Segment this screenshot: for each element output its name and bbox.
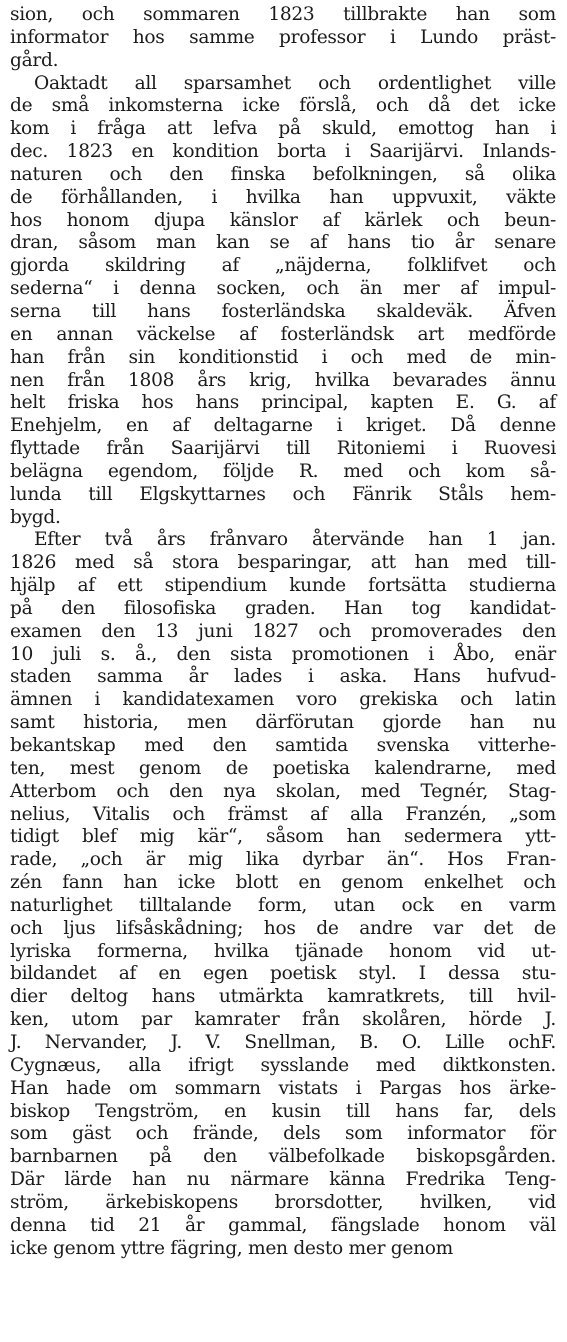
text-line: ämnen i kandidatexamen voro grekiska och latin (10, 689, 556, 711)
text-line: flyttade från Saarijärvi till Ritoniemi i Ruovesi (10, 438, 556, 460)
text-line: dier deltog hans utmärkta kamratkrets, till hvil- (10, 986, 556, 1008)
text-line: de förhållanden, i hvilka han uppvuxit, väkte (10, 186, 556, 208)
text-line: en annan väckelse af fosterländsk art medförde (10, 323, 556, 345)
text-line: nen från 1808 års krig, hvilka bevarades ännu (10, 369, 556, 391)
text-line: tidigt blef mig kär“, såsom han sedermera ytt- (10, 826, 556, 848)
text-line: bygd. (10, 506, 61, 528)
document-page (10, 4, 556, 1260)
text-line: J. Nervander, J. V. Snellman, B. O. Lille ochF. (10, 1031, 556, 1053)
text-line: naturen och den finska befolkningen, så olika (10, 163, 556, 185)
text-line: sion, och sommaren 1823 tillbrakte han som (10, 4, 556, 25)
text-line: lunda till Elgskyttarnes och Fänrik Ståls hem- (10, 483, 556, 505)
text-line: Enehjelm, en af deltagarne i kriget. Då denne (10, 415, 556, 437)
text-line: barnbarnen på den välbefolkade biskopsgården. (10, 1146, 556, 1168)
text-line: sederna“ i denna socken, och än mer af impul- (10, 278, 556, 300)
text-line: examen den 13 juni 1827 och promoverades den (10, 620, 556, 642)
text-line: serna till hans fosterländska skaldeväk. Äfven (10, 300, 556, 322)
text-line: dran, såsom man kan se af hans tio år senare (10, 232, 556, 254)
text-line: lyriska formerna, hvilka tjänade honom vid ut- (10, 940, 556, 962)
paragraph (10, 4, 556, 73)
text-line: ken, utom par kamrater från skolåren, hörde J. (10, 1009, 556, 1031)
text-line: de små inkomsterna icke förslå, och då det icke (10, 95, 556, 117)
text-line: belägna egendom, följde R. med och kom så- (10, 460, 556, 482)
text-line: naturlighet tilltalande form, utan ock en varm (10, 894, 556, 916)
text-line: ten, mest genom de poetiska kalendrarne, med (10, 757, 556, 779)
text-line: hos honom djupa känslor af kärlek och beun- (10, 209, 556, 231)
paragraph (10, 73, 556, 530)
text-line: biskop Tengström, en kusin till hans far, dels (10, 1100, 556, 1122)
text-line: Atterbom och den nya skolan, med Tegnér, Stag- (10, 780, 556, 802)
text-line: Cygnæus, alla ifrigt sysslande med diktkonsten. (10, 1054, 556, 1076)
text-line: samt historia, men därförutan gjorde han nu (10, 712, 556, 734)
text-line: 1826 med så stora besparingar, att han med till- (10, 552, 556, 574)
text-line: Efter två års frånvaro återvände han 1 jan. (34, 529, 556, 551)
text-line: han från sin konditionstid i och med de min- (10, 346, 556, 368)
text-line: gård. (10, 49, 59, 71)
text-line: rade, „och är mig lika dyrbar än“. Hos Fran- (10, 849, 556, 871)
text-line: zén fann han icke blott en genom enkelhet och (10, 872, 556, 894)
text-line: ström, ärkebiskopens brorsdotter, hvilken, vid (10, 1191, 556, 1213)
text-line: gjorda skildring af „näjderna, folklifvet och (10, 255, 556, 277)
text-line: denna tid 21 år gammal, fängslade honom väl (10, 1214, 556, 1236)
text-line: 10 juli s. å., den sista promotionen i Åbo, enär (10, 643, 556, 665)
text-line: som gäst och frände, dels som informator för (10, 1123, 556, 1145)
text-line: nelius, Vitalis och främst af alla Franzén, „som (10, 803, 556, 825)
paragraph (10, 529, 556, 1260)
text-line: bildandet af en egen poetisk styl. I dessa stu- (10, 963, 556, 985)
text-line: kom i fråga att lefva på skuld, emottog han i (10, 118, 556, 140)
text-line: staden samma år lades i aska. Hans hufvud- (10, 666, 556, 688)
text-line: dec. 1823 en kondition borta i Saarijärvi. Inlands- (10, 141, 556, 163)
text-line: helt friska hos hans principal, kapten E. G. af (10, 392, 556, 414)
text-line: hjälp af ett stipendium kunde fortsätta studierna (10, 575, 556, 597)
text-line: Oaktadt all sparsamhet och ordentlighet ville (34, 72, 556, 94)
text-line: Han hade om sommarn vistats i Pargas hos ärke- (10, 1077, 556, 1099)
text-line: informator hos samme professor i Lundo präst- (10, 26, 556, 48)
text-line: bekantskap med den samtida svenska vitterhe- (10, 735, 556, 756)
text-line: på den filosofiska graden. Han tog kandidat- (10, 597, 556, 619)
text-line: och ljus lifsåskådning; hos de andre var det de (10, 917, 556, 939)
text-line: icke genom yttre fägring, men desto mer genom (10, 1237, 454, 1259)
text-line: Där lärde han nu närmare känna Fredrika Teng- (10, 1169, 556, 1191)
